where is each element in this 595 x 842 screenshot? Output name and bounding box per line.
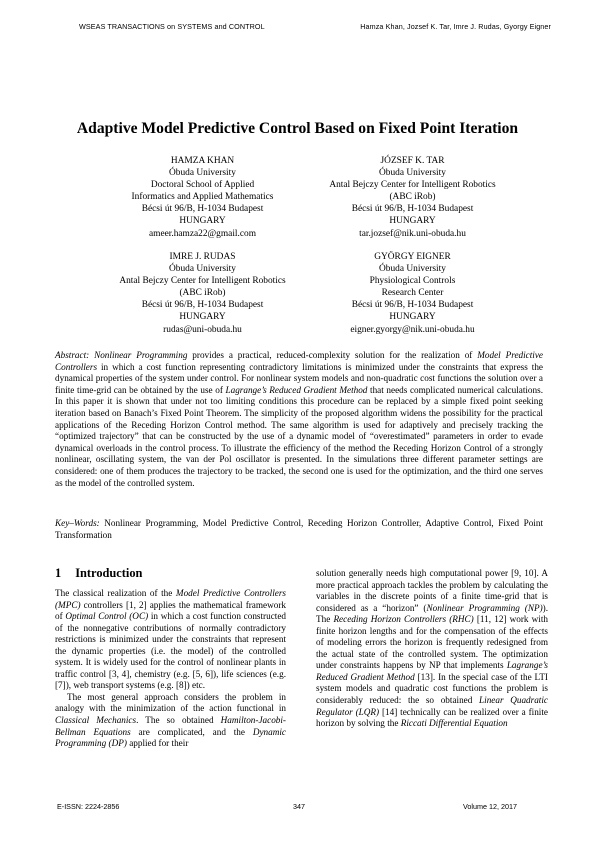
footer-volume: Volume 12, 2017 (463, 802, 517, 811)
running-header (61, 22, 551, 34)
text-run: ). The (316, 602, 548, 625)
author-name: HAMZA KHAN (170, 156, 235, 166)
keywords-text: Nonlinear Programming, Model Predictive Control, Receding Horizon Controller, Adaptive Control, Fixed Point Transformation (55, 518, 543, 540)
author-affiliation: Óbuda University (379, 264, 446, 275)
abstract-term: Model Predictive Controllers (55, 350, 544, 372)
author-name: IMRE J. RUDAS (169, 252, 236, 262)
journal-name: WSEAS TRANSACTIONS on SYSTEMS and CONTROL (79, 22, 265, 31)
text-run: The most general approach considers the problem in analogy with the minimization of the action functional in (55, 691, 286, 714)
author-email[interactable]: ameer.hamza22@gmail.com (148, 228, 257, 239)
text-run: solution generally needs high computational power [9, 10]. A more practical approach tackles the problem by calculating the variables in the discrete points of a finite time-grid that is considered as a “horizon” ( (316, 568, 548, 613)
author-block (95, 155, 310, 240)
author-country: HUNGARY (179, 216, 226, 227)
author-affiliation: Óbuda University (379, 168, 446, 179)
text-run: [13]. In the special case of the LTI system models and quadratic cost functions the problem is considerably reduced: the so obtained (316, 671, 548, 706)
author-affiliation: Óbuda University (169, 264, 236, 275)
author-block (305, 251, 520, 336)
author-affiliation: Physiological Controls (369, 276, 456, 287)
page-number: 347 (293, 802, 305, 811)
author-email[interactable]: tar.jozsef@nik.uni-obuda.hu (359, 228, 466, 239)
author-address: Bécsi út 96/B, H-1034 Budapest (351, 300, 474, 311)
emphasized-term: Hamilton-Jacobi-Bellman Equations (55, 715, 286, 737)
text-run: . The so obtained (136, 715, 221, 726)
abstract-text: in which a cost function representing contradictory limitations is minimized under the constraints that express the dynamical properties of the system under control. For nonlinear system models and non-quadratic cost functions the solution over a finite time-grid can be obtained by the use of (55, 361, 543, 395)
author-affiliation: (ABC iRob) (389, 192, 436, 203)
paragraph (316, 568, 548, 730)
left-column (55, 588, 286, 750)
text-run: controllers [1, 2] applies the mathematical framework of (55, 599, 286, 622)
keywords-label: Key–Words: (55, 518, 100, 528)
author-affiliation: Antal Bejczy Center for Intelligent Robotics (329, 180, 496, 191)
author-country: HUNGARY (389, 312, 436, 323)
author-email[interactable]: rudas@uni-obuda.hu (163, 324, 242, 335)
author-country: HUNGARY (389, 216, 436, 227)
emphasized-term: Dynamic Programming (DP) (55, 726, 286, 749)
author-block (305, 155, 520, 240)
author-affiliation: Antal Bejczy Center for Intelligent Robotics (119, 276, 286, 287)
emphasized-term: Classical Mechanics (55, 715, 137, 726)
abstract-text: provides a practical, reduced-complexity solution for the realization of (187, 350, 478, 360)
text-run: [11, 12] work with finite horizon lengths and for the compensation of the effects of modeling errors the horizon is frequently redesigned from the actual state of the controlled system. The optimization under constraints happens by NP that implements (316, 614, 548, 671)
author-affiliation: Research Center (381, 288, 444, 299)
author-name: JÓZSEF K. TAR (380, 156, 445, 166)
text-run: are complicated, and the (130, 726, 253, 737)
emphasized-term: Model Predictive Controllers (MPC) (55, 588, 286, 610)
abstract-text: that needs complicated numerical calculations. In this paper it is shown that under not too limiting conditions this procedure can be replaced by a simple fixed point seeking iteration based on Banach’s Fixed Point Theorem. The simplicity of the proposed algorithm widens the possibility for the practical applications of the Receding Horizon Control method. The same algorithm is used for adaptively and precisely tracking the “optimized trajectory” that can be constructed by the use of a dynamic model of “overestimated” parameters in order to evade dynamical overloads in the control process. To illustrate the efficiency of the method the Receding Horizon Control of a strongly nonlinear, oscillating system, the van der Pol oscillator is presented. In the simulations three different parameter settings are considered: one of them produces the trajectory to be tracked, the second one is used for the optimization, and the third one serves as the model of the controlled system. (55, 384, 543, 488)
paragraph (55, 588, 286, 692)
emphasized-term: Receding Horizon Controllers (RHC) (333, 614, 474, 625)
paper-title: Adaptive Model Predictive Control Based on Fixed Point Iteration (76, 120, 519, 137)
page-footer (0, 802, 595, 814)
author-affiliation: (ABC iRob) (179, 288, 226, 299)
emphasized-term: Linear Quadratic Regulator (LQR) (316, 695, 548, 717)
author-affiliation: Óbuda University (169, 168, 236, 179)
abstract-term: Lagrange’s Reduced Gradient Method (225, 384, 368, 395)
emphasized-term: Nonlinear Programming (NP) (426, 602, 543, 613)
emphasized-term: Optimal Control (OC) (65, 611, 149, 622)
section-number: 1 (55, 566, 62, 580)
abstract-label: Abstract: (55, 350, 90, 360)
emphasized-term: Riccati Differential Equation (400, 718, 508, 729)
author-country: HUNGARY (179, 312, 226, 323)
paragraph (55, 692, 286, 750)
author-address: Bécsi út 96/B, H-1034 Budapest (351, 204, 474, 215)
author-affiliation: Doctoral School of Applied (150, 180, 255, 191)
section-heading (55, 566, 142, 581)
text-run: applied for their (126, 738, 189, 749)
text-run: [14] technically can be realized over a finite horizon by solving the (316, 706, 548, 729)
right-column (316, 568, 548, 730)
author-name: GYÖRGY EIGNER (374, 252, 451, 262)
section-title: Introduction (75, 566, 143, 580)
author-address: Bécsi út 96/B, H-1034 Budapest (141, 204, 264, 215)
emphasized-term: Lagrange’s Reduced Gradient Method (316, 660, 548, 682)
keywords (55, 518, 543, 541)
author-affiliation: Informatics and Applied Mathematics (131, 192, 274, 203)
author-email[interactable]: eigner.gyorgy@nik.uni-obuda.hu (350, 324, 475, 335)
abstract-term: Nonlinear Programming (94, 350, 188, 360)
header-authors: Hamza Khan, Jozsef K. Tar, Imre J. Rudas, Gyorgy Eigner (360, 22, 551, 31)
abstract (55, 350, 543, 489)
text-run: The classical realization of the (55, 588, 176, 598)
author-block (95, 251, 310, 336)
author-address: Bécsi út 96/B, H-1034 Budapest (141, 300, 264, 311)
text-run: in which a cost function constructed of the nonnegative contributions of normally contradictory restrictions is minimized under the constraints that represent the dynamic properties (i.e. the model) of the controlled system. It is widely used for the control of nonlinear plants in traffic control [3, 4], chemistry (e.g. [5, 6]), life sciences (e.g. [7]), web transport systems (e.g. [8]) etc. (55, 611, 287, 691)
footer-issn: E-ISSN: 2224-2856 (57, 802, 120, 811)
